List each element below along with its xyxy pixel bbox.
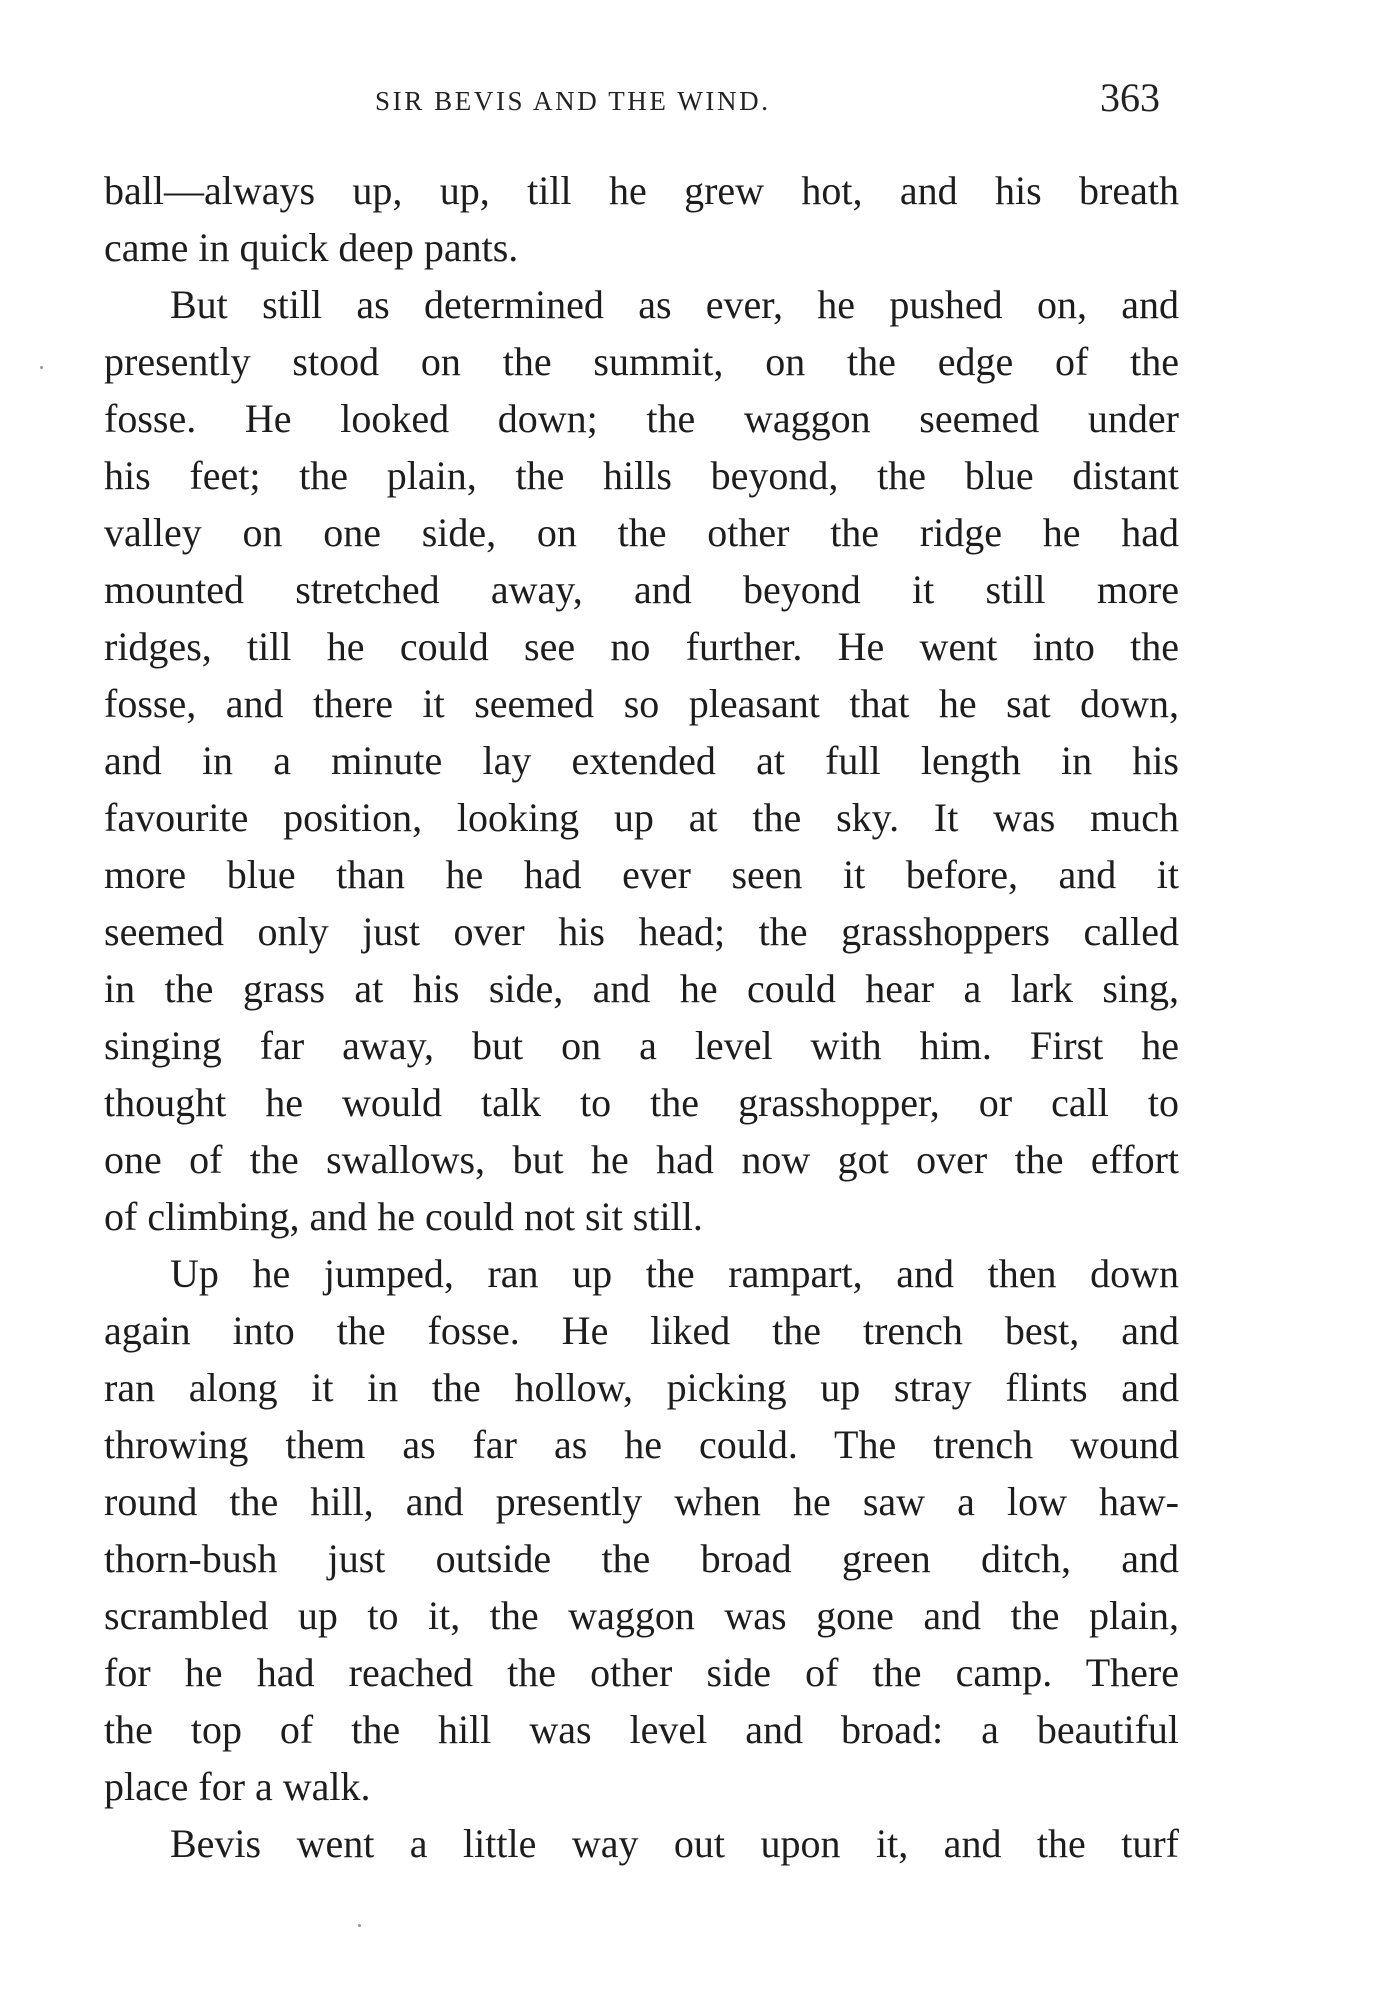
text-line: in the grass at his side, and he could hear a lark sing, <box>104 966 1179 1011</box>
running-head: SIR BEVIS AND THE WIND. <box>375 86 771 116</box>
text-line: place for a walk. <box>104 1764 371 1809</box>
text-line: and in a minute lay extended at full length in his <box>104 738 1179 783</box>
text-line: singing far away, but on a level with him. First he <box>104 1023 1179 1068</box>
text-line: Up he jumped, ran up the rampart, and then down <box>170 1251 1179 1296</box>
text-line: thorn-bush just outside the broad green ditch, and <box>104 1536 1179 1581</box>
text-line: mounted stretched away, and beyond it still more <box>104 567 1179 612</box>
text-line: throwing them as far as he could. The trench wound <box>104 1422 1179 1467</box>
text-line: for he had reached the other side of the camp. There <box>104 1650 1179 1695</box>
text-line: presently stood on the summit, on the edge of the <box>104 339 1179 384</box>
text-line: fosse. He looked down; the waggon seemed under <box>104 396 1179 441</box>
text-line: again into the fosse. He liked the trench best, and <box>104 1308 1179 1353</box>
paper-speck <box>40 366 43 369</box>
body-text <box>104 162 1179 1872</box>
text-line: valley on one side, on the other the ridge he had <box>104 510 1179 555</box>
text-line: one of the swallows, but he had now got over the effort <box>104 1137 1179 1182</box>
text-line: came in quick deep pants. <box>104 225 519 270</box>
text-line: fosse, and there it seemed so pleasant that he sat down, <box>104 681 1179 726</box>
text-line: more blue than he had ever seen it before, and it <box>104 852 1179 897</box>
paper-speck <box>358 1924 361 1927</box>
text-line: thought he would talk to the grasshopper, or call to <box>104 1080 1179 1125</box>
text-line: round the hill, and presently when he saw a low haw- <box>104 1479 1179 1524</box>
text-line: Bevis went a little way out upon it, and the turf <box>170 1821 1179 1866</box>
page-number: 363 <box>1100 75 1160 120</box>
text-line: ball—always up, up, till he grew hot, and his breath <box>104 168 1179 213</box>
text-line: ran along it in the hollow, picking up stray flints and <box>104 1365 1179 1410</box>
text-line: the top of the hill was level and broad: a beautiful <box>104 1707 1179 1752</box>
text-line: But still as determined as ever, he pushed on, and <box>170 282 1179 327</box>
text-line: his feet; the plain, the hills beyond, the blue distant <box>104 453 1179 498</box>
text-line: ridges, till he could see no further. He went into the <box>104 624 1179 669</box>
text-line: scrambled up to it, the waggon was gone and the plain, <box>104 1593 1179 1638</box>
text-line: favourite position, looking up at the sky. It was much <box>104 795 1179 840</box>
text-line: of climbing, and he could not sit still. <box>104 1194 703 1239</box>
text-line: seemed only just over his head; the grasshoppers called <box>104 909 1179 954</box>
